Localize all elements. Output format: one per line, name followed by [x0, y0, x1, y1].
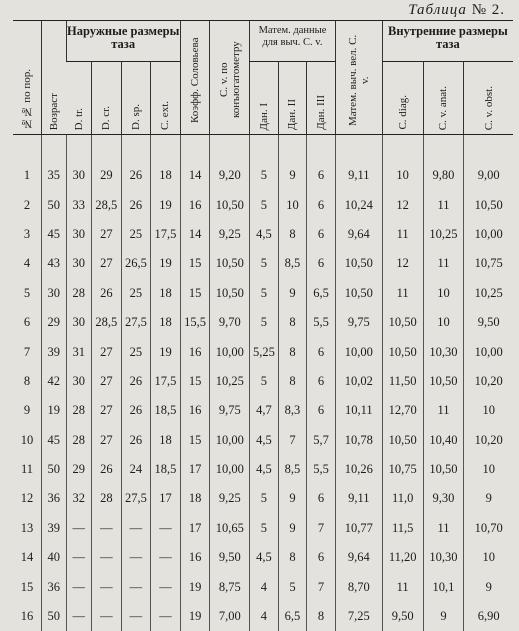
- cell-dan-2: 8: [278, 543, 307, 572]
- cell-d-sp: 25: [121, 337, 151, 366]
- cell-age: 50: [42, 455, 66, 484]
- cell-d-tr: —: [66, 514, 92, 543]
- cell-cv-obst: 9,00: [464, 135, 513, 191]
- cell-d-sp: 25: [121, 220, 151, 249]
- cell-cv-anat: 10,40: [423, 426, 464, 455]
- cell-cv-anat: 10,30: [423, 543, 464, 572]
- cell-cv-konj: 10,65: [210, 514, 250, 543]
- cell-c-ext: 19: [151, 249, 181, 278]
- cell-age: 19: [42, 396, 66, 425]
- cell-dan-2: 8: [278, 308, 307, 337]
- header-cv-konj: C. v. по конъюгатометру: [210, 21, 250, 135]
- cell-math-calc: 10,24: [335, 190, 382, 219]
- cell-cv-anat: 11: [423, 514, 464, 543]
- cell-c-diag: 11: [382, 572, 423, 601]
- cell-d-tr: 31: [66, 337, 92, 366]
- cell-dan-1: 4,5: [250, 426, 279, 455]
- cell-dan-3: 6: [307, 396, 336, 425]
- cell-dan-1: 5,25: [250, 337, 279, 366]
- cell-math-calc: 9,75: [335, 308, 382, 337]
- cell-d-cr: 26: [92, 279, 122, 308]
- cell-dan-3: 6: [307, 367, 336, 396]
- cell-c-ext: 17,5: [151, 220, 181, 249]
- cell-c-diag: 11,50: [382, 367, 423, 396]
- cell-solovyev: 15: [180, 249, 210, 278]
- cell-age: 35: [42, 135, 66, 191]
- cell-math-calc: 10,78: [335, 426, 382, 455]
- cell-c-diag: 10: [382, 135, 423, 191]
- cell-d-tr: —: [66, 602, 92, 631]
- page-label: [408, 2, 505, 19]
- cell-solovyev: 14: [180, 220, 210, 249]
- cell-c-ext: 18: [151, 135, 181, 191]
- cell-cv-obst: 9,50: [464, 308, 513, 337]
- cell-d-sp: 24: [121, 455, 151, 484]
- cell-c-diag: 11,5: [382, 514, 423, 543]
- cell-c-diag: 12: [382, 249, 423, 278]
- cell-cv-anat: 9: [423, 602, 464, 631]
- cell-dan-3: 7: [307, 514, 336, 543]
- cell-d-sp: —: [121, 543, 151, 572]
- cell-age: 43: [42, 249, 66, 278]
- header-dan-1: Дан. I: [250, 62, 279, 135]
- cell-solovyev: 18: [180, 484, 210, 513]
- cell-d-sp: —: [121, 514, 151, 543]
- cell-cv-anat: 10,30: [423, 337, 464, 366]
- cell-cv-obst: 10,70: [464, 514, 513, 543]
- cell-cv-obst: 10,00: [464, 220, 513, 249]
- table-row: [13, 337, 513, 366]
- header-dan-2: Дан. II: [278, 62, 307, 135]
- cell-dan-2: 8,3: [278, 396, 307, 425]
- cell-dan-2: 9: [278, 484, 307, 513]
- cell-age: 50: [42, 602, 66, 631]
- cell-cv-anat: 10,1: [423, 572, 464, 601]
- cell-no: 16: [20, 609, 34, 624]
- cell-d-sp: 25: [121, 279, 151, 308]
- cell-dan-3: 6: [307, 337, 336, 366]
- cell-cv-obst: 10: [464, 396, 513, 425]
- cell-dan-1: 5: [250, 367, 279, 396]
- cell-dan-2: 9: [278, 135, 307, 191]
- header-c-diag: C. diag.: [382, 62, 423, 135]
- cell-d-cr: —: [92, 572, 122, 601]
- cell-cv-obst: 10,75: [464, 249, 513, 278]
- cell-dan-2: 5: [278, 572, 307, 601]
- cell-no: 14: [20, 550, 34, 565]
- cell-c-ext: 19: [151, 190, 181, 219]
- cell-dan-1: 5: [250, 279, 279, 308]
- cell-cv-anat: 9,30: [423, 484, 464, 513]
- cell-solovyev: 14: [180, 135, 210, 191]
- cell-age: 40: [42, 543, 66, 572]
- cell-cv-konj: 7,00: [210, 602, 250, 631]
- cell-no: 11: [21, 462, 34, 477]
- cell-d-tr: —: [66, 572, 92, 601]
- cell-dan-2: 9: [278, 514, 307, 543]
- cell-cv-obst: 10,00: [464, 337, 513, 366]
- cell-c-diag: 9,50: [382, 602, 423, 631]
- cell-solovyev: 16: [180, 396, 210, 425]
- cell-age: 45: [42, 220, 66, 249]
- cell-c-ext: 18: [151, 279, 181, 308]
- cell-cv-obst: 10,25: [464, 279, 513, 308]
- header-age: Возраст: [42, 21, 66, 135]
- header-cv-anat: C. v. anat.: [423, 62, 464, 135]
- page-label-number: № 2.: [471, 2, 505, 18]
- cell-d-tr: 28: [66, 396, 92, 425]
- cell-math-calc: 10,50: [335, 279, 382, 308]
- cell-dan-2: 8,5: [278, 249, 307, 278]
- cell-c-ext: —: [151, 602, 181, 631]
- cell-dan-2: 8,5: [278, 455, 307, 484]
- cell-solovyev: 15: [180, 279, 210, 308]
- cell-age: 39: [42, 337, 66, 366]
- header-inner-group: Внутренние размеры таза: [382, 21, 513, 62]
- cell-cv-obst: 10,20: [464, 367, 513, 396]
- cell-d-sp: —: [121, 602, 151, 631]
- cell-dan-3: 8: [307, 602, 336, 631]
- cell-c-diag: 11: [382, 279, 423, 308]
- cell-cv-konj: 10,25: [210, 367, 250, 396]
- table-row: [13, 249, 513, 278]
- cell-cv-konj: 10,50: [210, 279, 250, 308]
- cell-dan-2: 8: [278, 367, 307, 396]
- cell-d-cr: 27: [92, 220, 122, 249]
- cell-dan-1: 4,5: [250, 220, 279, 249]
- cell-c-ext: 17,5: [151, 367, 181, 396]
- cell-d-sp: 27,5: [121, 484, 151, 513]
- cell-solovyev: 16: [180, 543, 210, 572]
- cell-d-cr: 29: [92, 135, 122, 191]
- cell-dan-2: 10: [278, 190, 307, 219]
- cell-d-tr: 33: [66, 190, 92, 219]
- cell-math-calc: 10,02: [335, 367, 382, 396]
- cell-cv-obst: 9: [464, 484, 513, 513]
- cell-no: 1: [23, 168, 31, 183]
- cell-cv-obst: 6,90: [464, 602, 513, 631]
- cell-d-tr: 29: [66, 455, 92, 484]
- cell-dan-1: 5: [250, 249, 279, 278]
- cell-math-calc: 10,77: [335, 514, 382, 543]
- cell-cv-konj: 9,25: [210, 220, 250, 249]
- cell-no: 10: [20, 432, 34, 447]
- header-d-cr: D. cr.: [92, 62, 122, 135]
- cell-c-diag: 10,50: [382, 337, 423, 366]
- cell-cv-konj: 10,00: [210, 455, 250, 484]
- cell-d-cr: 27: [92, 426, 122, 455]
- cell-cv-obst: 10,20: [464, 426, 513, 455]
- cell-cv-konj: 10,50: [210, 249, 250, 278]
- cell-d-cr: 28,5: [92, 190, 122, 219]
- header-no: №№ по пор.: [13, 21, 42, 135]
- cell-c-ext: —: [151, 572, 181, 601]
- cell-cv-obst: 10: [464, 543, 513, 572]
- cell-d-sp: 26,5: [121, 249, 151, 278]
- cell-cv-anat: 10: [423, 279, 464, 308]
- page-label-prefix: Таблица: [408, 2, 467, 18]
- table-row: [13, 514, 513, 543]
- cell-dan-3: 6: [307, 220, 336, 249]
- cell-dan-3: 6: [307, 190, 336, 219]
- cell-dan-1: 4: [250, 572, 279, 601]
- cell-no: 9: [23, 403, 31, 418]
- cell-cv-obst: 10,50: [464, 190, 513, 219]
- cell-cv-konj: 9,25: [210, 484, 250, 513]
- table-row: [13, 308, 513, 337]
- cell-d-tr: 28: [66, 279, 92, 308]
- cell-age: 45: [42, 426, 66, 455]
- cell-d-sp: —: [121, 572, 151, 601]
- cell-cv-anat: 10,50: [423, 455, 464, 484]
- cell-d-cr: 27: [92, 337, 122, 366]
- cell-cv-konj: 8,75: [210, 572, 250, 601]
- cell-math-calc: 10,00: [335, 337, 382, 366]
- cell-math-calc: 7,25: [335, 602, 382, 631]
- cell-solovyev: 15,5: [180, 308, 210, 337]
- header-d-tr: D. tr.: [66, 62, 92, 135]
- cell-no: 5: [23, 285, 31, 300]
- cell-solovyev: 16: [180, 190, 210, 219]
- cell-d-cr: —: [92, 514, 122, 543]
- cell-age: 30: [42, 279, 66, 308]
- cell-cv-obst: 10: [464, 455, 513, 484]
- cell-solovyev: 17: [180, 455, 210, 484]
- cell-c-diag: 10,75: [382, 455, 423, 484]
- data-table: [13, 20, 513, 631]
- cell-age: 36: [42, 572, 66, 601]
- cell-d-tr: 28: [66, 426, 92, 455]
- cell-dan-3: 5,7: [307, 426, 336, 455]
- cell-d-cr: —: [92, 543, 122, 572]
- cell-d-tr: 30: [66, 249, 92, 278]
- cell-dan-1: 5: [250, 190, 279, 219]
- cell-cv-obst: 9: [464, 572, 513, 601]
- table-row: [13, 396, 513, 425]
- cell-d-sp: 27,5: [121, 308, 151, 337]
- cell-solovyev: 19: [180, 572, 210, 601]
- cell-c-ext: 17: [151, 484, 181, 513]
- cell-dan-2: 7: [278, 426, 307, 455]
- cell-d-sp: 26: [121, 367, 151, 396]
- cell-dan-1: 5: [250, 514, 279, 543]
- cell-no: 2: [23, 197, 31, 212]
- cell-cv-konj: 9,50: [210, 543, 250, 572]
- cell-c-ext: 19: [151, 337, 181, 366]
- cell-c-ext: 18: [151, 308, 181, 337]
- cell-cv-anat: 10,25: [423, 220, 464, 249]
- header-math-calc: Матем. выч. вел. С. v.: [335, 21, 382, 135]
- cell-dan-1: 4,7: [250, 396, 279, 425]
- table-row: [13, 220, 513, 249]
- cell-d-tr: 30: [66, 220, 92, 249]
- cell-c-diag: 11: [382, 220, 423, 249]
- cell-dan-3: 5,5: [307, 308, 336, 337]
- cell-cv-konj: 10,00: [210, 337, 250, 366]
- cell-d-sp: 26: [121, 426, 151, 455]
- cell-dan-3: 6: [307, 484, 336, 513]
- cell-solovyev: 16: [180, 337, 210, 366]
- cell-cv-konj: 9,20: [210, 135, 250, 191]
- cell-c-diag: 11,0: [382, 484, 423, 513]
- cell-c-ext: 18,5: [151, 455, 181, 484]
- cell-d-cr: 28: [92, 484, 122, 513]
- cell-d-cr: 27: [92, 396, 122, 425]
- cell-math-calc: 9,11: [335, 484, 382, 513]
- cell-no: 3: [23, 226, 31, 241]
- table-row: [13, 543, 513, 572]
- cell-dan-2: 8: [278, 220, 307, 249]
- cell-dan-1: 5: [250, 135, 279, 191]
- cell-d-sp: 26: [121, 190, 151, 219]
- cell-d-tr: —: [66, 543, 92, 572]
- table-row: [13, 279, 513, 308]
- cell-dan-1: 4,5: [250, 543, 279, 572]
- cell-math-calc: 10,11: [335, 396, 382, 425]
- cell-age: 39: [42, 514, 66, 543]
- cell-c-diag: 12,70: [382, 396, 423, 425]
- cell-dan-3: 6: [307, 135, 336, 191]
- cell-math-calc: 9,64: [335, 543, 382, 572]
- cell-d-tr: 30: [66, 367, 92, 396]
- cell-age: 42: [42, 367, 66, 396]
- cell-c-ext: —: [151, 543, 181, 572]
- cell-solovyev: 15: [180, 426, 210, 455]
- cell-d-cr: —: [92, 602, 122, 631]
- cell-cv-konj: 9,70: [210, 308, 250, 337]
- cell-no: 4: [23, 256, 31, 271]
- cell-c-ext: 18: [151, 426, 181, 455]
- cell-cv-konj: 10,00: [210, 426, 250, 455]
- cell-dan-3: 7: [307, 572, 336, 601]
- cell-age: 29: [42, 308, 66, 337]
- cell-dan-2: 8: [278, 337, 307, 366]
- table-row: [13, 484, 513, 513]
- table-row: [13, 367, 513, 396]
- cell-dan-1: 5: [250, 484, 279, 513]
- cell-cv-anat: 10,50: [423, 367, 464, 396]
- cell-d-cr: 26: [92, 455, 122, 484]
- cell-dan-3: 6,5: [307, 279, 336, 308]
- header-solovyev: Коэфф. Соловьева: [180, 21, 210, 135]
- cell-age: 50: [42, 190, 66, 219]
- cell-cv-anat: 9,80: [423, 135, 464, 191]
- table-row: [13, 426, 513, 455]
- cell-math-calc: 8,70: [335, 572, 382, 601]
- cell-dan-1: 5: [250, 308, 279, 337]
- cell-c-diag: 10,50: [382, 308, 423, 337]
- cell-dan-1: 4,5: [250, 455, 279, 484]
- cell-cv-konj: 9,75: [210, 396, 250, 425]
- cell-age: 36: [42, 484, 66, 513]
- table-row: [13, 190, 513, 219]
- cell-no: 8: [23, 373, 31, 388]
- cell-dan-2: 6,5: [278, 602, 307, 631]
- cell-d-cr: 27: [92, 367, 122, 396]
- cell-cv-anat: 11: [423, 190, 464, 219]
- header-d-sp: D. sp.: [121, 62, 151, 135]
- cell-cv-anat: 11: [423, 396, 464, 425]
- cell-dan-3: 6: [307, 543, 336, 572]
- header-outer-group: Наружные размеры таза: [66, 21, 180, 62]
- cell-d-tr: 32: [66, 484, 92, 513]
- table-row: [13, 455, 513, 484]
- cell-d-sp: 26: [121, 396, 151, 425]
- cell-math-calc: 9,11: [335, 135, 382, 191]
- cell-math-calc: 10,50: [335, 249, 382, 278]
- cell-solovyev: 19: [180, 602, 210, 631]
- cell-dan-1: 4: [250, 602, 279, 631]
- cell-c-ext: —: [151, 514, 181, 543]
- cell-d-sp: 26: [121, 135, 151, 191]
- table-row: [13, 572, 513, 601]
- cell-d-cr: 27: [92, 249, 122, 278]
- cell-dan-3: 5,5: [307, 455, 336, 484]
- header-dan-3: Дан. III: [307, 62, 336, 135]
- cell-c-diag: 11,20: [382, 543, 423, 572]
- cell-no: 12: [20, 491, 34, 506]
- cell-no: 6: [23, 315, 31, 330]
- table-row: [13, 602, 513, 631]
- header-c-ext: C. ext.: [151, 62, 181, 135]
- cell-d-cr: 28,5: [92, 308, 122, 337]
- cell-math-calc: 9,64: [335, 220, 382, 249]
- cell-cv-konj: 10,50: [210, 190, 250, 219]
- header-cv-obst: C. v. obst.: [464, 62, 513, 135]
- cell-solovyev: 15: [180, 367, 210, 396]
- cell-no: 13: [20, 520, 34, 535]
- cell-solovyev: 17: [180, 514, 210, 543]
- cell-c-ext: 18,5: [151, 396, 181, 425]
- cell-cv-anat: 10: [423, 308, 464, 337]
- cell-dan-2: 9: [278, 279, 307, 308]
- cell-c-diag: 10,50: [382, 426, 423, 455]
- header-math-group: Матем. данные для выч. С. v.: [250, 21, 336, 62]
- cell-no: 7: [23, 344, 31, 359]
- cell-d-tr: 30: [66, 308, 92, 337]
- table-row: [13, 135, 513, 191]
- cell-no: 15: [20, 579, 34, 594]
- cell-dan-3: 6: [307, 249, 336, 278]
- cell-c-diag: 12: [382, 190, 423, 219]
- cell-math-calc: 10,26: [335, 455, 382, 484]
- cell-cv-anat: 11: [423, 249, 464, 278]
- cell-d-tr: 30: [66, 135, 92, 191]
